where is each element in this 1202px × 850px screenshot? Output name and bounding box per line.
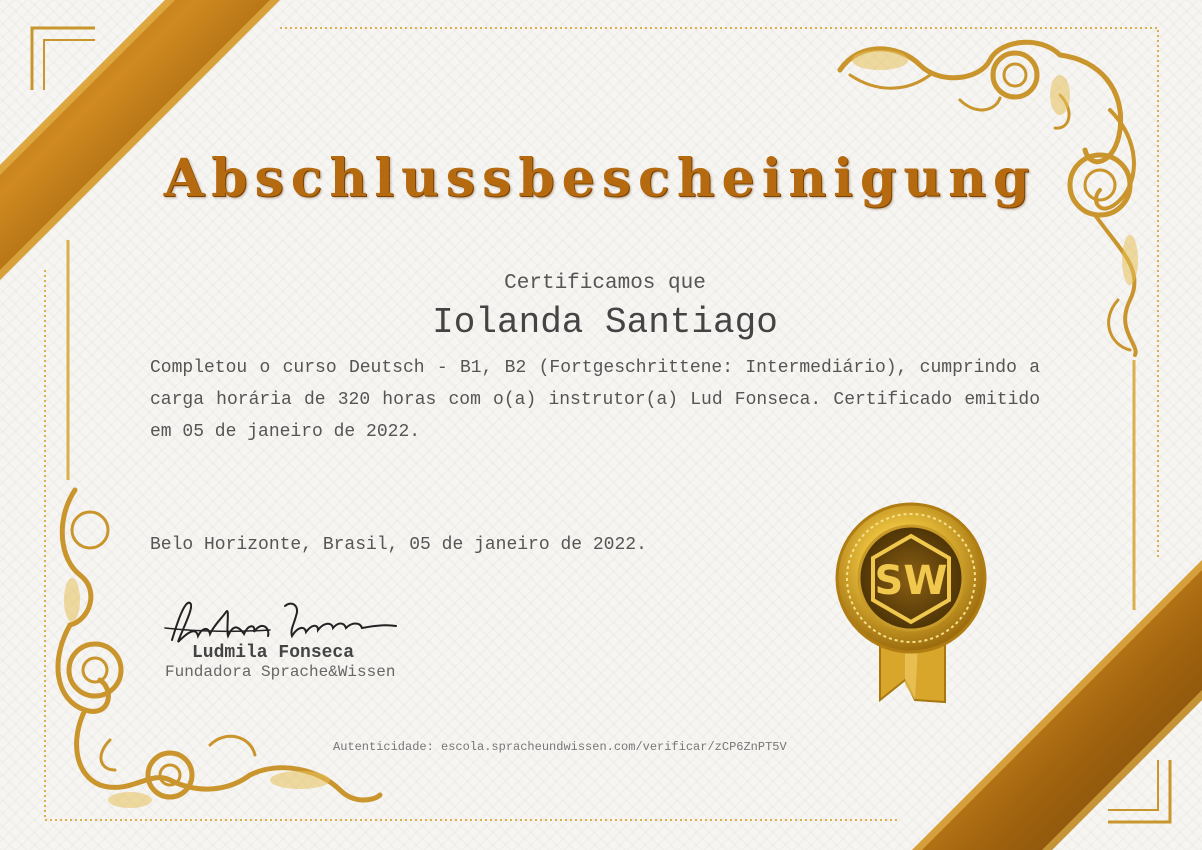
authenticity-link[interactable]: Autenticidade: escola.spracheundwissen.com/verificar/zCP6ZnPT5V [333,740,787,754]
certify-intro: Certificamos que [504,272,706,295]
signatory-role: Fundadora Sprache&Wissen [165,663,396,681]
place-and-date: Belo Horizonte, Brasil, 05 de janeiro de 2022. [150,535,647,555]
seal-monogram: SW [874,558,948,604]
course-description: Completou o curso Deutsch - B1, B2 (Fortgeschrittene: Intermediário), cumprindo a carga horária de 320 horas com o(a) instrutor(a) Lud Fonseca. Certificado emitido em 05 de janeiro de 2022. [150,358,1040,442]
signatory-name: Ludmila Fonseca [192,643,355,663]
gold-seal [837,504,985,702]
handwritten-signature [165,603,396,642]
ribbon-top-left [0,0,280,280]
certificate-title: Abschlussbescheinigung [163,148,1037,209]
recipient-name: Iolanda Santiago [432,302,778,343]
